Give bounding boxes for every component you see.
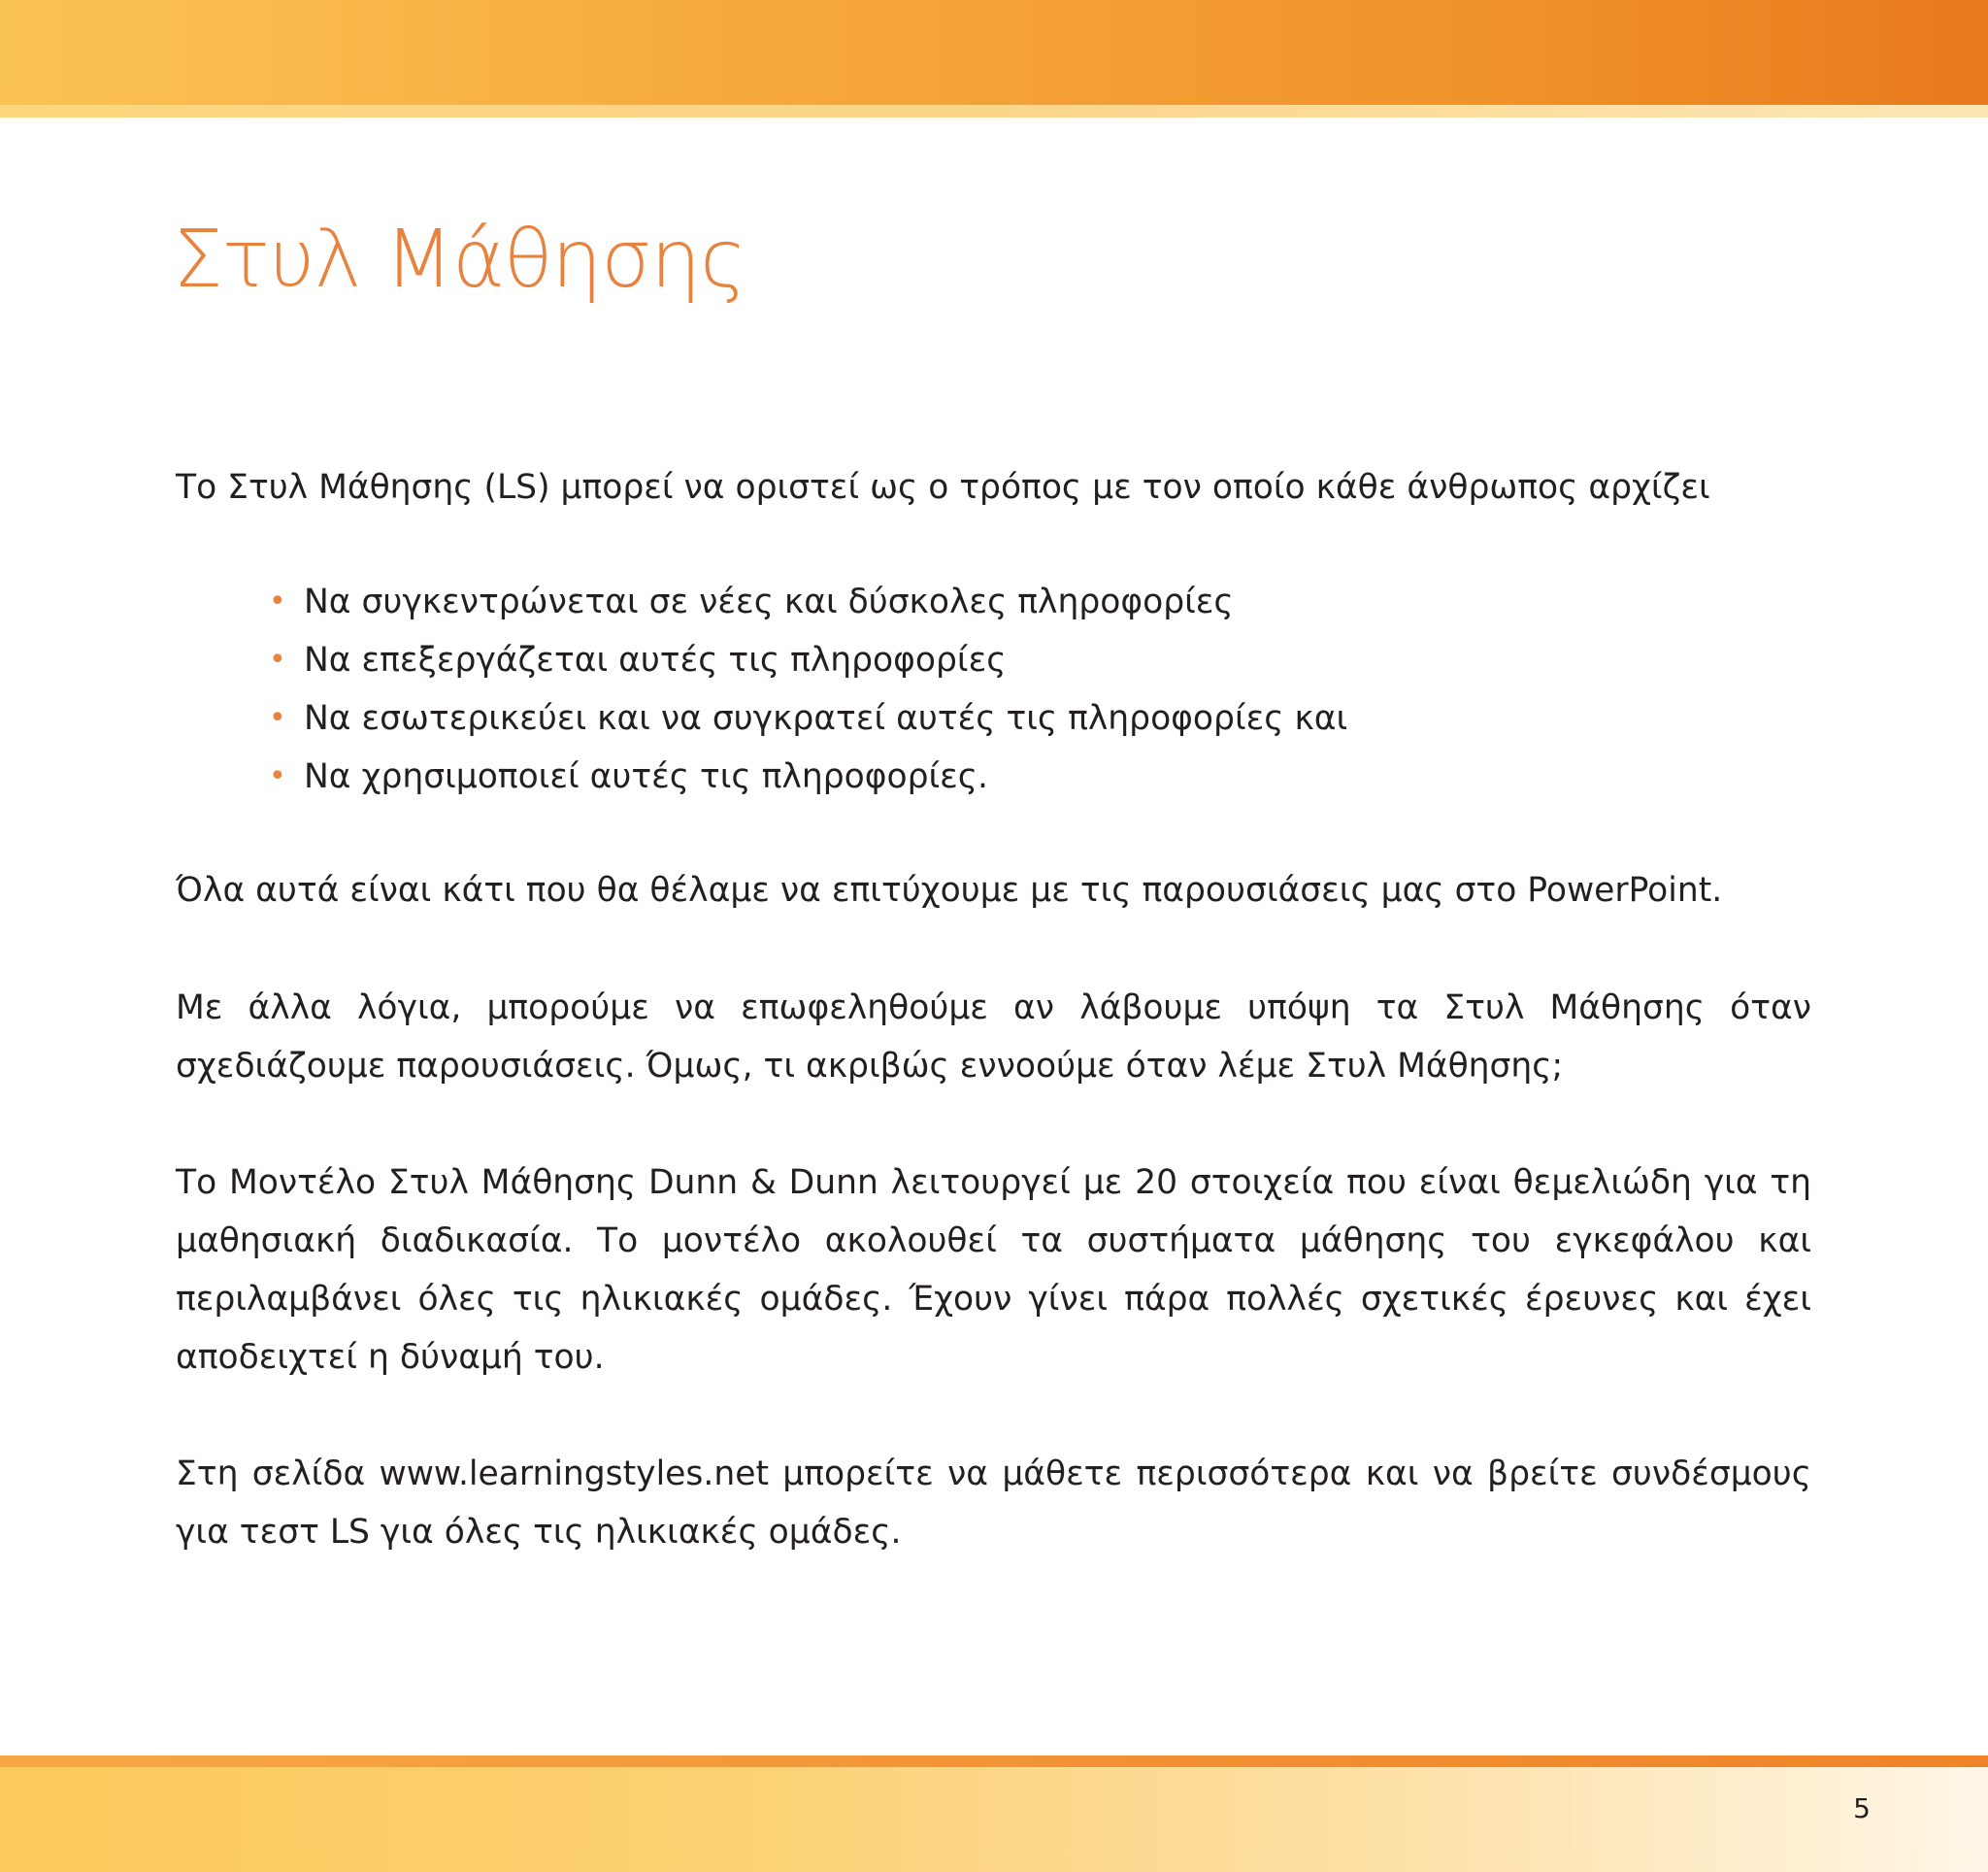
list-item xyxy=(269,631,1811,689)
paragraph-website: Στη σελίδα www.learningstyles.net μπορείτε να μάθετε περισσότερα και να βρείτε συνδέσμους για τεστ LS για όλες τις ηλικιακές ομάδες. xyxy=(176,1454,1811,1552)
list-item xyxy=(269,689,1811,748)
bullet-icon: • xyxy=(269,643,286,677)
intro-paragraph: Το Στυλ Μάθησης (LS) μπορεί να οριστεί ως ο τρόπος με τον οποίο κάθε άνθρωπος αρχίζει xyxy=(176,468,1710,507)
list-item xyxy=(269,748,1811,806)
bullet-icon: • xyxy=(269,759,286,793)
paragraph-powerpoint: Όλα αυτά είναι κάτι που θα θέλαμε να επιτύχουμε με τις παρουσιάσεις μας στο PowerPoint. xyxy=(176,871,1723,910)
footer-band-edge xyxy=(0,1755,1988,1767)
list-item-text: Να εσωτερικεύει και να συγκρατεί αυτές τις πληροφορίες και xyxy=(304,699,1348,738)
header-band-edge xyxy=(0,105,1988,117)
bullet-list xyxy=(176,573,1811,806)
list-item-text: Να χρησιμοποιεί αυτές τις πληροφορίες. xyxy=(304,757,989,796)
page-number: 5 xyxy=(1853,1792,1871,1824)
paragraph-learning-styles: Με άλλα λόγια, μπορούμε να επωφεληθούμε αν λάβουμε υπόψη τα Στυλ Μάθησης όταν σχεδιάζουμε παρουσιάσεις. Όμως, τι ακριβώς εννοούμε όταν λέμε Στυλ Μάθησης; xyxy=(176,988,1811,1086)
page-title: Στυλ Μάθησης xyxy=(173,214,746,306)
paragraph-dunn-model: Το Μοντέλο Στυλ Μάθησης Dunn & Dunn λειτουργεί με 20 στοιχεία που είναι θεμελιώδη για τη μαθησιακή διαδικασία. Το μοντέλο ακολουθεί τα συστήματα μάθησης του εγκεφάλου και περιλαμβάνει όλες τις ηλικιακές ομάδες. Έχουν γίνει πάρα πολλές σχετικές έρευνες και έχει αποδειχτεί η δύναμή του. xyxy=(176,1163,1811,1377)
bullet-icon: • xyxy=(269,585,286,618)
bullet-icon: • xyxy=(269,701,286,735)
header-band xyxy=(0,0,1988,117)
footer-band xyxy=(0,1755,1988,1872)
list-item-text: Να συγκεντρώνεται σε νέες και δύσκολες πληροφορίες xyxy=(304,583,1234,621)
page-body xyxy=(176,458,1811,1561)
list-item-text: Να επεξεργάζεται αυτές τις πληροφορίες xyxy=(304,641,1007,680)
list-item xyxy=(269,573,1811,631)
